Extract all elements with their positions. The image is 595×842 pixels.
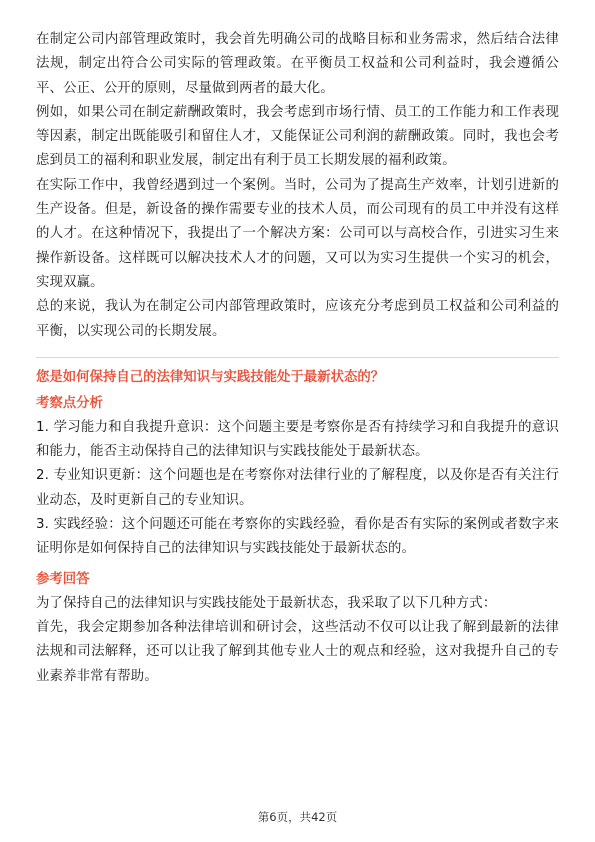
analysis-item-2: 2. 专业知识更新：这个问题也是在考察你对法律行业的了解程度，以及你是否有关注行业动态，及时更新自己的专业知识。 [36,468,559,508]
document-page [36,28,559,689]
analysis-item-1: 1. 学习能力和自我提升意识：这个问题主要是考察你是否有持续学习和自我提升的意识和能力，能否主动保持自己的法律知识与实践技能处于最新状态。 [36,419,559,460]
intro-paragraph-4: 总的来说，我认为在制定公司内部管理政策时，应该充分考虑到员工权益和公司利益的平衡，以实现公司的长期发展。 [36,299,559,339]
intro-paragraph-2: 例如，如果公司在制定薪酬政策时，我会考虑到市场行情、员工的工作能力和工作表现等因素，制定出既能吸引和留住人才，又能保证公司利润的薪酬政策。同时，我也会考虑到员工的福利和职业发展，制定出有利于员工长期发展的福利政策。 [36,104,559,169]
analysis-heading: 考察点分析 [36,395,103,411]
intro-paragraph-1: 在制定公司内部管理政策时，我会首先明确公司的战略目标和业务需求，然后结合法律法规，制定出符合公司实际的管理政策。在平衡员工权益和公司利益时，我会遵循公平、公正、公开的原则，尽量做到两者的最大化。 [36,32,559,96]
section-divider [36,357,559,358]
analysis-item-3: 3. 实践经验：这个问题还可能在考察你的实践经验，看你是否有实际的案例或者数字来证明你是如何保持自己的法律知识与实践技能处于最新状态的。 [36,517,559,557]
question-heading: 您是如何保持自己的法律知识与实践技能处于最新状态的？ [36,369,385,385]
intro-paragraph-3: 在实际工作中，我曾经遇到过一个案例。当时，公司为了提高生产效率，计划引进新的生产设备。但是，新设备的操作需要专业的技术人员，而公司现有的员工中并没有这样的人才。在这种情况下，我提出了一个解决方案：公司可以与高校合作，引进实习生来操作新设备。这样既可以解决技术人才的问题，又可以为实习生提供一个实习的机会，实现双赢。 [36,177,559,290]
reference-heading: 参考回答 [36,571,90,587]
reference-paragraph-2: 首先，我会定期参加各种法律培训和研讨会，这些活动不仅可以让我了解到最新的法律法规和司法解释，还可以让我了解到其他专业人士的观点和经验，这对我提升自己的专业素养非常有帮助。 [36,619,559,684]
page-footer: 第6页，共42页 [257,810,338,824]
reference-paragraph-1: 为了保持自己的法律知识与实践技能处于最新状态，我采取了以下几种方式： [36,595,497,611]
